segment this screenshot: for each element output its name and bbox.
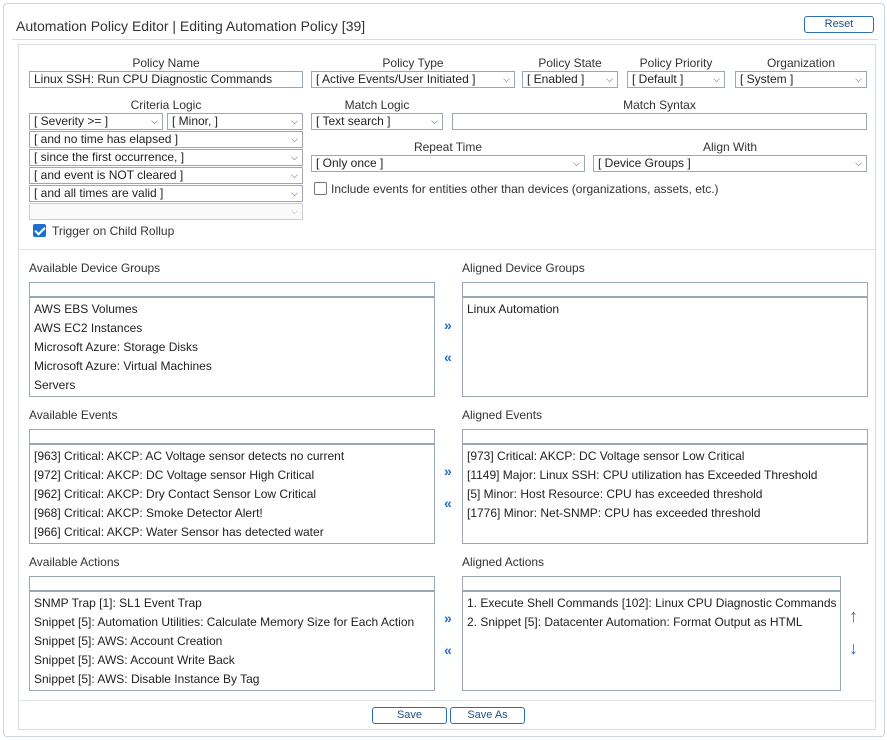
cleared-select[interactable] xyxy=(29,167,303,184)
aligned-actions-label: Aligned Actions xyxy=(462,555,545,569)
match-logic-value: [ Text search ] xyxy=(316,114,391,128)
aligned-events-filter[interactable] xyxy=(462,429,868,444)
policy-name-input[interactable]: Linux SSH: Run CPU Diagnostic Commands xyxy=(29,71,303,88)
remove-event-button[interactable]: « xyxy=(444,495,452,511)
list-item[interactable]: 1. Execute Shell Commands [102]: Linux CPU Diagnostic Commands xyxy=(467,596,837,610)
list-item[interactable]: [1149] Major: Linux SSH: CPU utilization has Exceeded Threshold xyxy=(467,468,818,482)
severity-level-select[interactable] xyxy=(167,113,303,130)
list-item[interactable]: [968] Critical: AKCP: Smoke Detector Alert! xyxy=(34,506,263,520)
available-events-label: Available Events xyxy=(29,408,118,422)
match-logic-select[interactable] xyxy=(311,113,443,130)
chevron-down-icon: ⌵ xyxy=(606,74,613,84)
available-device-groups-filter[interactable] xyxy=(29,282,435,297)
add-event-button[interactable]: » xyxy=(444,463,452,479)
match-syntax-input[interactable] xyxy=(452,113,867,130)
match-syntax-label: Match Syntax xyxy=(623,98,696,112)
list-item[interactable]: Snippet [5]: AWS: Account Write Back xyxy=(34,653,235,667)
move-down-arrow-icon[interactable]: ↓ xyxy=(849,638,858,658)
organization-select[interactable] xyxy=(735,71,867,88)
policy-name-label: Policy Name xyxy=(132,56,200,70)
section-divider xyxy=(19,249,875,250)
chevron-down-icon: ⌵ xyxy=(291,206,298,216)
severity-operator-value: [ Severity >= ] xyxy=(34,114,109,128)
aligned-events-list[interactable] xyxy=(462,444,868,544)
time-elapsed-value: [ and no time has elapsed ] xyxy=(34,132,179,146)
chevron-down-icon: ⌵ xyxy=(291,134,298,144)
available-actions-filter[interactable] xyxy=(29,576,435,591)
remove-device-group-button[interactable]: « xyxy=(444,349,452,365)
aligned-actions-list[interactable] xyxy=(462,591,841,691)
list-item[interactable]: [972] Critical: AKCP: DC Voltage sensor High Critical xyxy=(34,468,315,482)
chevron-down-icon: ⌵ xyxy=(855,158,862,168)
policy-type-value: [ Active Events/User Initiated ] xyxy=(316,72,476,86)
include-entities-checkbox[interactable] xyxy=(314,182,327,195)
criteria-logic-label: Criteria Logic xyxy=(130,98,202,112)
available-actions-label: Available Actions xyxy=(29,555,120,569)
times-valid-select[interactable] xyxy=(29,185,303,202)
list-item[interactable]: [963] Critical: AKCP: AC Voltage sensor detects no current xyxy=(34,449,345,463)
add-action-button[interactable]: » xyxy=(444,610,452,626)
available-events-list[interactable] xyxy=(29,444,435,544)
match-logic-label: Match Logic xyxy=(344,98,410,112)
repeat-time-value: [ Only once ] xyxy=(316,156,384,170)
remove-action-button[interactable]: « xyxy=(444,642,452,658)
page-title: Automation Policy Editor | Editing Automation Policy [39] xyxy=(16,18,366,34)
list-item[interactable]: Microsoft Azure: Storage Disks xyxy=(34,340,199,354)
repeat-time-select[interactable] xyxy=(311,155,585,172)
title-bar xyxy=(12,12,878,40)
times-valid-value: [ and all times are valid ] xyxy=(34,186,164,200)
move-up-arrow-icon[interactable]: ↑ xyxy=(849,606,858,626)
aligned-device-groups-label: Aligned Device Groups xyxy=(462,261,585,275)
organization-value: [ System ] xyxy=(740,72,794,86)
policy-form-panel xyxy=(18,44,876,730)
list-item[interactable]: 2. Snippet [5]: Datacenter Automation: Format Output as HTML xyxy=(467,615,803,629)
list-item[interactable]: AWS EC2 Instances xyxy=(34,321,143,335)
policy-state-select[interactable] xyxy=(522,71,618,88)
policy-priority-label: Policy Priority xyxy=(639,56,713,70)
extra-criteria-select[interactable] xyxy=(29,203,303,220)
chevron-down-icon: ⌵ xyxy=(855,74,862,84)
chevron-down-icon: ⌵ xyxy=(151,116,158,126)
list-item[interactable]: AWS EBS Volumes xyxy=(34,302,138,316)
list-item[interactable]: [966] Critical: AKCP: Water Sensor has detected water xyxy=(34,525,324,539)
policy-state-label: Policy State xyxy=(538,56,602,70)
reset-button[interactable]: Reset xyxy=(804,16,874,33)
list-item[interactable]: [973] Critical: AKCP: DC Voltage sensor Low Critical xyxy=(467,449,745,463)
policy-type-label: Policy Type xyxy=(382,56,444,70)
chevron-down-icon: ⌵ xyxy=(573,158,580,168)
organization-label: Organization xyxy=(766,56,836,70)
trigger-child-rollup-checkbox[interactable] xyxy=(33,224,46,237)
list-item[interactable]: Snippet [5]: AWS: Disable Instance By Tag xyxy=(34,672,260,686)
trigger-child-rollup-label: Trigger on Child Rollup xyxy=(52,224,175,238)
chevron-down-icon: ⌵ xyxy=(431,116,438,126)
chevron-down-icon: ⌵ xyxy=(291,170,298,180)
available-device-groups-list[interactable] xyxy=(29,297,435,397)
policy-state-value: [ Enabled ] xyxy=(527,72,585,86)
aligned-device-groups-list[interactable] xyxy=(462,297,868,397)
chevron-down-icon: ⌵ xyxy=(291,116,298,126)
available-actions-list[interactable] xyxy=(29,591,435,691)
policy-priority-select[interactable] xyxy=(627,71,725,88)
chevron-down-icon: ⌵ xyxy=(503,74,510,84)
policy-editor-window xyxy=(3,3,885,737)
align-with-select[interactable] xyxy=(593,155,867,172)
aligned-events-label: Aligned Events xyxy=(462,408,543,422)
available-events-filter[interactable] xyxy=(29,429,435,444)
occurrence-select[interactable] xyxy=(29,149,303,166)
footer-divider xyxy=(19,700,875,701)
list-item[interactable]: Snippet [5]: Automation Utilities: Calculate Memory Size for Each Action xyxy=(34,615,415,629)
save-button[interactable]: Save xyxy=(372,707,447,724)
save-as-button[interactable]: Save As xyxy=(450,707,525,724)
repeat-time-label: Repeat Time xyxy=(413,140,483,154)
list-item[interactable]: Servers xyxy=(34,378,76,392)
occurrence-value: [ since the first occurrence, ] xyxy=(34,150,185,164)
list-item[interactable]: [962] Critical: AKCP: Dry Contact Sensor Low Critical xyxy=(34,487,317,501)
aligned-device-groups-filter[interactable] xyxy=(462,282,868,297)
available-device-groups-label: Available Device Groups xyxy=(29,261,161,275)
chevron-down-icon: ⌵ xyxy=(291,152,298,162)
list-item[interactable]: [1776] Minor: Net-SNMP: CPU has exceeded threshold xyxy=(467,506,761,520)
include-entities-label: Include events for entities other than devices (organizations, assets, etc.) xyxy=(331,182,719,196)
align-with-label: Align With xyxy=(702,140,758,154)
severity-level-value: [ Minor, ] xyxy=(172,114,219,128)
chevron-down-icon: ⌵ xyxy=(713,74,720,84)
chevron-down-icon: ⌵ xyxy=(291,188,298,198)
list-item[interactable]: [5] Minor: Host Resource: CPU has exceeded threshold xyxy=(467,487,763,501)
severity-operator-select[interactable] xyxy=(29,113,163,130)
policy-type-select[interactable] xyxy=(311,71,515,88)
align-with-value: [ Device Groups ] xyxy=(598,156,691,170)
list-item[interactable]: Linux Automation xyxy=(467,302,560,316)
list-item[interactable]: Snippet [5]: AWS: Account Creation xyxy=(34,634,223,648)
list-item[interactable]: SNMP Trap [1]: SL1 Event Trap xyxy=(34,596,202,610)
add-device-group-button[interactable]: » xyxy=(444,317,452,333)
time-elapsed-select[interactable] xyxy=(29,131,303,148)
policy-priority-value: [ Default ] xyxy=(632,72,684,86)
list-item[interactable]: Microsoft Azure: Virtual Machines xyxy=(34,359,212,373)
aligned-actions-filter[interactable] xyxy=(462,576,841,591)
cleared-value: [ and event is NOT cleared ] xyxy=(34,168,184,182)
